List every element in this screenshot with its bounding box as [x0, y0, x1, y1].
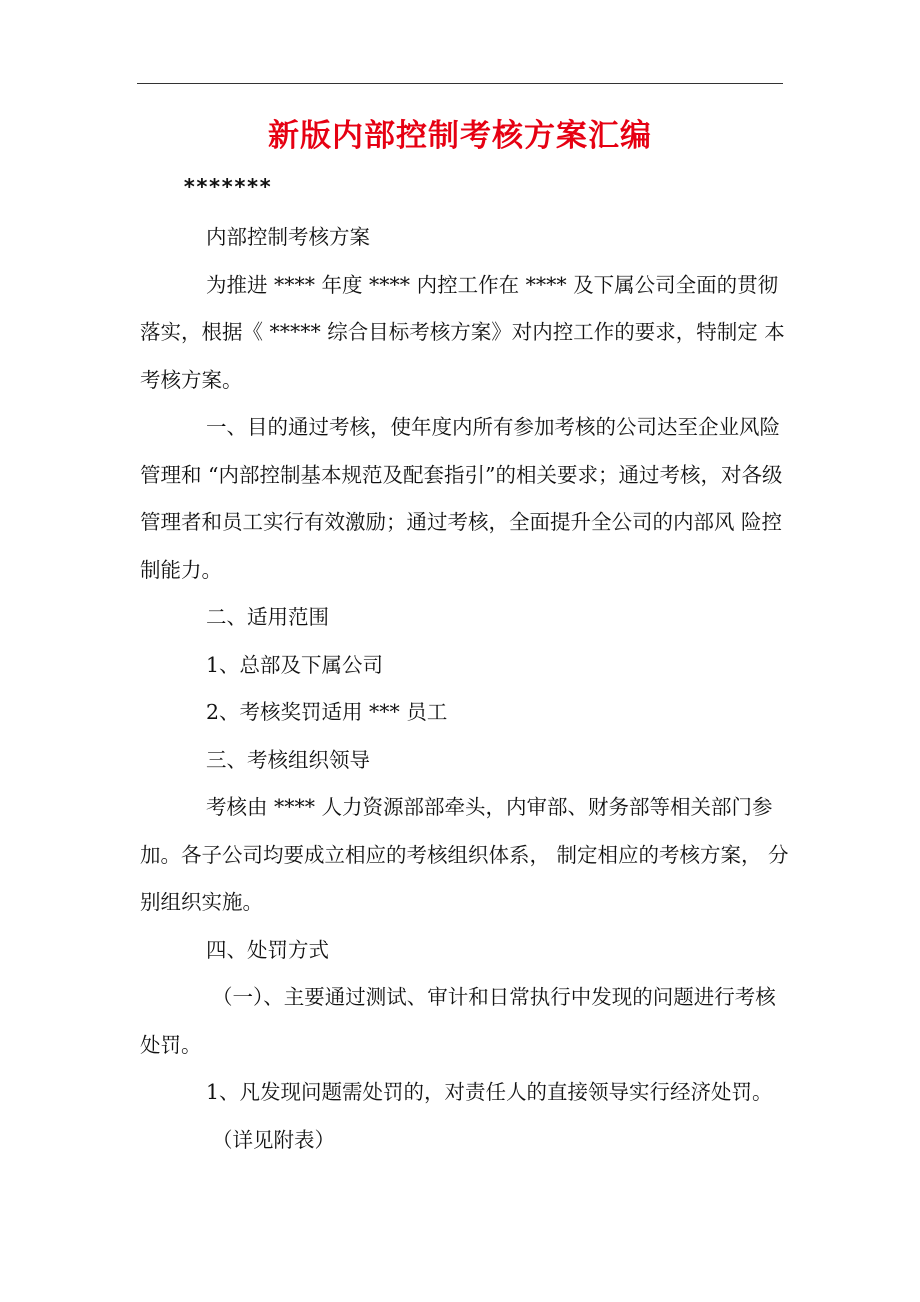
paragraph-purpose: 一、目的通过考核，使年度内所有参加考核的公司达至企业风险管理和 “内部控制基本规范及配套指引”的相关要求；通过考核，对各级 管理者和员工实行有效激励；通过考核，全面提升全公司的内部风 险控制能力。	[140, 415, 783, 582]
heading-scheme: 内部控制考核方案	[206, 225, 370, 249]
document-body	[140, 214, 794, 1164]
paragraph-intro: 为推进 **** 年度 **** 内控工作在 **** 及下属公司全面的贯彻 落实，根据《 ***** 综合目标考核方案》对内控工作的要求，特制定 本考核方案。	[140, 272, 785, 392]
heading-organization: 三、考核组织领导	[206, 747, 370, 772]
header-rule	[137, 83, 783, 84]
heading-scope: 二、适用范围	[206, 605, 329, 629]
paragraph-penalty-1: （一）、主要通过测试、审计和日常执行中发现的问题进行考核 处罚。	[140, 985, 776, 1057]
paragraph-organization: 考核由 **** 人力资源部部牵头，内审部、财务部等相关部门参 加。各子公司均要成立相应的考核组织体系， 制定相应的考核方案， 分别组织实施。	[140, 795, 789, 914]
list-item-scope-1: 1、总部及下属公司	[206, 652, 384, 677]
redacted-marker: *******	[183, 175, 272, 199]
heading-penalty: 四、处罚方式	[206, 937, 329, 962]
document-title: 新版内部控制考核方案汇编	[268, 118, 652, 154]
note-see-appendix: （详见附表）	[212, 1127, 335, 1152]
list-item-penalty-1: 1、凡发现问题需处罚的，对责任人的直接领导实行经济处罚。	[206, 1080, 773, 1104]
list-item-scope-2: 2、考核奖罚适用 *** 员工	[206, 700, 448, 724]
